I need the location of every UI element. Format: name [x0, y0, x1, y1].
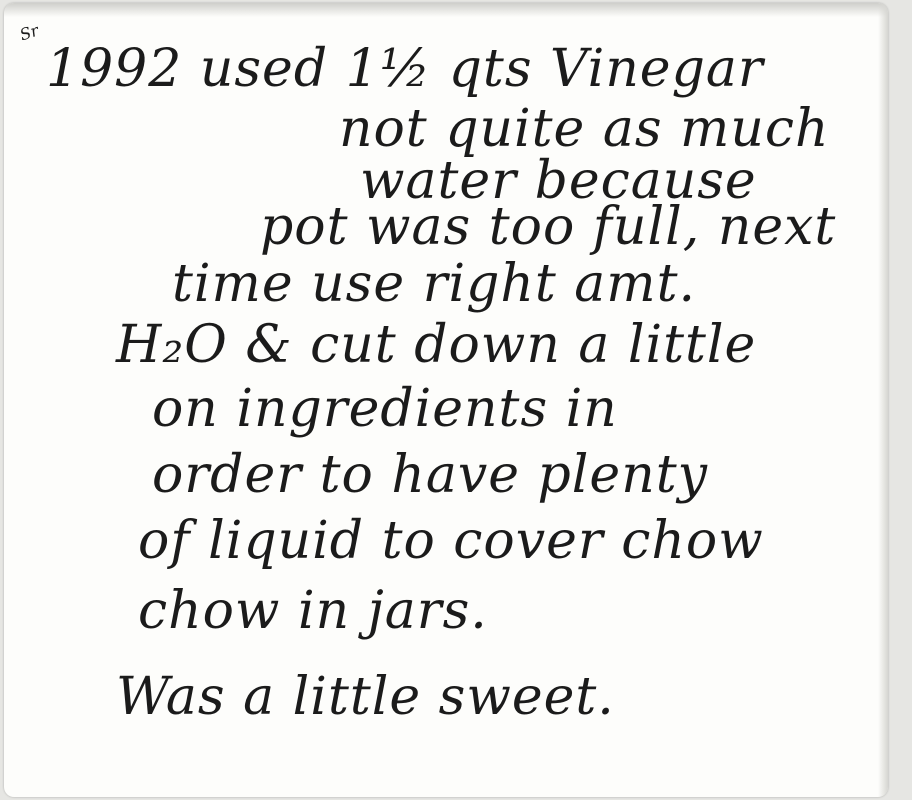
recipe-note-card [4, 3, 888, 797]
note-line: time use right amt. [172, 254, 697, 314]
note-line: pot was too full, next [260, 197, 837, 257]
note-line: on ingredients in [152, 379, 618, 439]
note-line: Was a little sweet. [116, 667, 615, 727]
note-line: order to have plenty [152, 445, 708, 505]
note-line: water because [360, 151, 757, 211]
note-line: H₂O & cut down a little [116, 315, 757, 375]
note-line: of liquid to cover chow [138, 511, 764, 571]
margin-marker: Sr [17, 20, 41, 45]
note-line: 1992 used 1½ qts Vinegar [46, 39, 764, 99]
note-line: chow in jars. [138, 581, 488, 641]
note-line: not quite as much [339, 99, 830, 159]
